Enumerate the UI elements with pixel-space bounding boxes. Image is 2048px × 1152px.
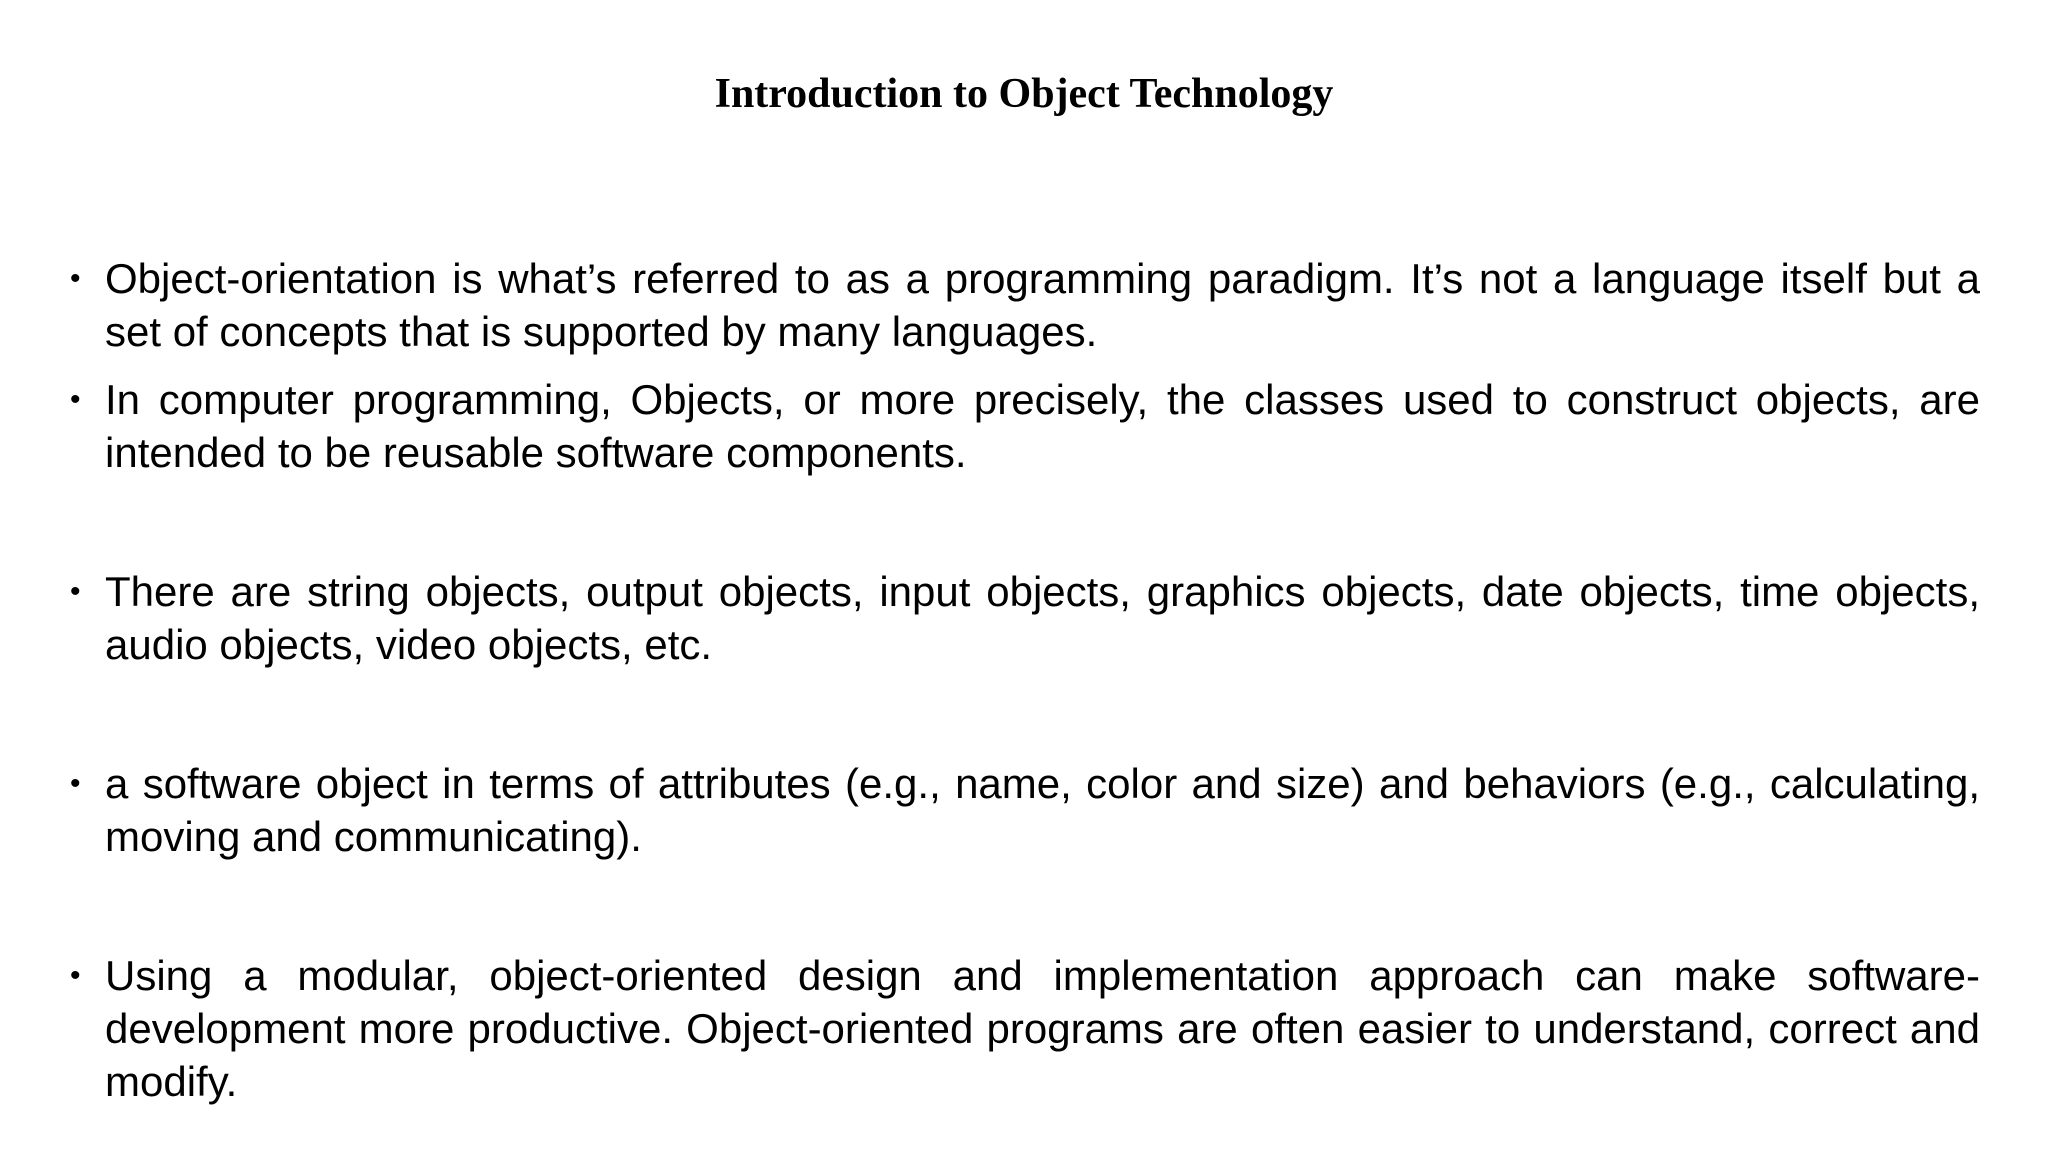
bullet-dot-icon: • [70, 575, 81, 608]
bullet-list [70, 252, 1980, 1108]
bullet-dot-icon: • [70, 262, 81, 295]
bullet-dot-icon: • [70, 959, 81, 992]
bullet-dot-icon: • [70, 383, 81, 416]
slide-title: Introduction to Object Technology [714, 71, 1334, 117]
bullet-text: In computer programming, Objects, or more precisely, the classes used to construct objects, are intended to be reusable software components. [105, 376, 1980, 476]
bullet-text: There are string objects, output objects, input objects, graphics objects, date objects, time objects, audio objects, video objects, etc. [105, 568, 1980, 668]
bullet-item [70, 373, 1980, 479]
bullet-item [70, 757, 1980, 863]
bullet-item [70, 565, 1980, 671]
bullet-item [70, 949, 1980, 1108]
bullet-text: a software object in terms of attributes (e.g., name, color and size) and behaviors (e.g., calculating, moving and communicating). [105, 760, 1980, 860]
bullet-item [70, 252, 1980, 358]
bullet-text: Using a modular, object-oriented design and implementation approach can make software-development more productive. Object-oriented programs are often easier to understand, correct and modify. [105, 952, 1980, 1105]
bullet-text: Object-orientation is what’s referred to as a programming paradigm. It’s not a language itself but a set of concepts that is supported by many languages. [105, 255, 1980, 355]
bullet-dot-icon: • [70, 767, 81, 800]
